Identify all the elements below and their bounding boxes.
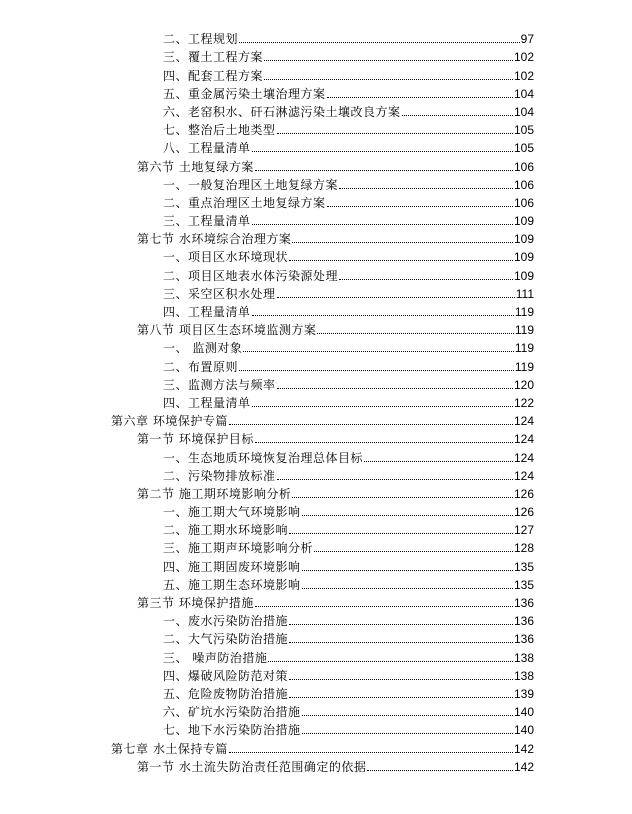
toc-entry-page-number: 126 bbox=[513, 505, 534, 520]
toc-entry-page-number: 139 bbox=[513, 686, 534, 701]
dot-leader bbox=[264, 78, 513, 80]
toc-entry-title: 四、施工期固废环境影响 bbox=[163, 559, 301, 574]
toc-entry-page-number: 119 bbox=[514, 359, 534, 374]
toc-entry-page-number: 109 bbox=[513, 250, 534, 265]
dot-leader bbox=[289, 623, 513, 625]
dot-leader bbox=[252, 314, 514, 316]
toc-entry-item[interactable] bbox=[0, 537, 632, 555]
toc-entry-section[interactable] bbox=[0, 428, 632, 446]
toc-entry-section[interactable] bbox=[0, 228, 632, 246]
toc-entry-item[interactable] bbox=[0, 555, 632, 573]
toc-entry-section[interactable] bbox=[0, 592, 632, 610]
toc-entry-item[interactable] bbox=[0, 610, 632, 628]
toc-entry-item[interactable] bbox=[0, 64, 632, 82]
dot-leader bbox=[289, 696, 513, 698]
toc-entry-page-number: 124 bbox=[513, 468, 534, 483]
toc-entry-page-number: 126 bbox=[513, 486, 534, 501]
toc-entry-item[interactable] bbox=[0, 46, 632, 64]
toc-entry-title: 五、重金属污染土壤治理方案 bbox=[163, 86, 326, 101]
toc-entry-page-number: 109 bbox=[513, 214, 534, 229]
dot-leader bbox=[239, 41, 520, 43]
dot-leader bbox=[268, 660, 513, 662]
dot-leader bbox=[243, 350, 514, 352]
toc-entry-item[interactable] bbox=[0, 574, 632, 592]
toc-entry-item[interactable] bbox=[0, 28, 632, 46]
toc-entry-title: 二、工程规划 bbox=[163, 32, 239, 47]
toc-entry-title: 第一节 环境保护目标 bbox=[137, 432, 254, 447]
toc-entry-page-number: 122 bbox=[513, 395, 534, 410]
toc-entry-page-number: 106 bbox=[513, 195, 534, 210]
toc-entry-section[interactable] bbox=[0, 756, 632, 774]
toc-entry-title: 二、施工期水环境影响 bbox=[163, 523, 289, 538]
toc-entry-page-number: 138 bbox=[513, 668, 534, 683]
dot-leader bbox=[289, 532, 513, 534]
dot-leader bbox=[339, 187, 513, 189]
toc-entry-title: 三、监测方法与频率 bbox=[163, 377, 276, 392]
toc-entry-title: 一、 监测对象 bbox=[163, 341, 243, 356]
toc-entry-item[interactable] bbox=[0, 374, 632, 392]
toc-entry-item[interactable] bbox=[0, 137, 632, 155]
toc-entry-title: 一、一般复治理区土地复绿方案 bbox=[163, 177, 339, 192]
toc-entry-title: 四、爆破风险防范对策 bbox=[163, 668, 289, 683]
toc-entry-item[interactable] bbox=[0, 101, 632, 119]
toc-entry-title: 第七节 水环境综合治理方案 bbox=[137, 232, 292, 247]
toc-entry-page-number: 102 bbox=[513, 50, 534, 65]
toc-entry-title: 三、工程量清单 bbox=[163, 214, 251, 229]
toc-entry-title: 三、覆土工程方案 bbox=[163, 50, 264, 65]
toc-entry-page-number: 140 bbox=[513, 705, 534, 720]
toc-entry-title: 八、工程量清单 bbox=[163, 141, 251, 156]
toc-entry-item[interactable] bbox=[0, 701, 632, 719]
toc-entry-title: 第六节 土地复绿方案 bbox=[137, 159, 254, 174]
toc-entry-item[interactable] bbox=[0, 355, 632, 373]
toc-entry-title: 五、危险废物防治措施 bbox=[163, 686, 289, 701]
toc-entry-page-number: 135 bbox=[513, 577, 534, 592]
toc-entry-item[interactable] bbox=[0, 83, 632, 101]
toc-entry-item[interactable] bbox=[0, 174, 632, 192]
toc-entry-title: 第一节 水土流失防治责任范围确定的依据 bbox=[137, 759, 367, 774]
dot-leader bbox=[289, 259, 513, 261]
dot-leader bbox=[289, 641, 513, 643]
dot-leader bbox=[255, 441, 513, 443]
dot-leader bbox=[302, 514, 513, 516]
toc-entry-title: 第六章 环境保护专篇 bbox=[111, 414, 228, 429]
toc-entry-page-number: 136 bbox=[513, 596, 534, 610]
dot-leader bbox=[292, 496, 513, 498]
toc-entry-item[interactable] bbox=[0, 646, 632, 664]
dot-leader bbox=[277, 132, 513, 134]
toc-entry-page-number: 142 bbox=[513, 759, 534, 774]
toc-entry-page-number: 120 bbox=[513, 377, 534, 392]
dot-leader bbox=[277, 478, 513, 480]
toc-entry-title: 二、重点治理区土地复绿方案 bbox=[163, 195, 326, 210]
dot-leader bbox=[367, 769, 513, 771]
dot-leader bbox=[302, 569, 513, 571]
toc-entry-page-number: 104 bbox=[513, 86, 534, 101]
toc-entry-page-number: 119 bbox=[514, 323, 534, 338]
toc-entry-title: 二、项目区地表水体污染源处理 bbox=[163, 268, 339, 283]
toc-entry-page-number: 97 bbox=[520, 32, 534, 47]
toc-entry-page-number: 124 bbox=[513, 432, 534, 447]
toc-entry-item[interactable] bbox=[0, 246, 632, 264]
toc-entry-page-number: 119 bbox=[514, 341, 534, 356]
toc-entry-page-number: 109 bbox=[513, 268, 534, 283]
toc-entry-title: 四、工程量清单 bbox=[163, 305, 251, 319]
toc-entry-chapter[interactable] bbox=[0, 737, 632, 755]
toc-entry-item[interactable] bbox=[0, 519, 632, 537]
toc-entry-item[interactable] bbox=[0, 501, 632, 519]
toc-entry-page-number: 106 bbox=[513, 159, 534, 174]
toc-entry-page-number: 128 bbox=[513, 541, 534, 556]
toc-entry-title: 六、老窑积水、矸石淋滤污染土壤改良方案 bbox=[163, 104, 401, 119]
dot-leader bbox=[302, 714, 513, 716]
dot-leader bbox=[277, 296, 515, 298]
toc-entry-title: 一、生态地质环境恢复治理总体目标 bbox=[163, 450, 364, 465]
dot-leader bbox=[314, 550, 513, 552]
toc-entry-title: 二、污染物排放标准 bbox=[163, 468, 276, 483]
toc-entry-item[interactable] bbox=[0, 192, 632, 210]
toc-entry-title: 四、工程量清单 bbox=[163, 395, 251, 410]
dot-leader bbox=[292, 241, 513, 243]
toc-entry-page-number: 136 bbox=[513, 632, 534, 647]
dot-leader bbox=[255, 169, 513, 171]
toc-entry-item[interactable] bbox=[0, 119, 632, 137]
toc-entry-page-number: 119 bbox=[514, 305, 534, 319]
dot-leader bbox=[339, 278, 513, 280]
toc-entry-page-number: 104 bbox=[513, 104, 534, 119]
dot-leader bbox=[229, 423, 513, 425]
toc-entry-page-number: 106 bbox=[513, 177, 534, 192]
dot-leader bbox=[289, 678, 513, 680]
toc-entry-page-number: 127 bbox=[513, 523, 534, 538]
dot-leader bbox=[317, 332, 514, 334]
toc-entry-title: 三、施工期声环境影响分析 bbox=[163, 541, 314, 556]
toc-entry-item[interactable] bbox=[0, 465, 632, 483]
toc-entry-title: 三、采空区积水处理 bbox=[163, 286, 276, 301]
dot-leader bbox=[252, 150, 513, 152]
toc-entry-page-number: 105 bbox=[513, 123, 534, 138]
toc-entry-page-number: 105 bbox=[513, 141, 534, 156]
dot-leader bbox=[252, 405, 513, 407]
toc-entry-title: 二、大气污染防治措施 bbox=[163, 632, 289, 647]
toc-entry-title: 一、项目区水环境现状 bbox=[163, 250, 289, 265]
dot-leader bbox=[302, 732, 513, 734]
toc-entry-title: 二、布置原则 bbox=[163, 359, 239, 374]
toc-entry-title: 三、 噪声防治措施 bbox=[163, 650, 268, 665]
toc-entry-page-number: 135 bbox=[513, 559, 534, 574]
toc-entry-page-number: 136 bbox=[513, 614, 534, 629]
toc-entry-title: 五、施工期生态环境影响 bbox=[163, 577, 301, 592]
toc-entry-section[interactable] bbox=[0, 155, 632, 173]
toc-entry-title: 六、矿坑水污染防治措施 bbox=[163, 705, 301, 720]
toc-entry-item[interactable] bbox=[0, 301, 632, 319]
dot-leader bbox=[277, 387, 513, 389]
toc-entry-title: 一、废水污染防治措施 bbox=[163, 614, 289, 629]
toc-entry-item[interactable] bbox=[0, 683, 632, 701]
toc-entry-item[interactable] bbox=[0, 264, 632, 282]
dot-leader bbox=[402, 114, 513, 116]
toc-entry-title: 第二节 施工期环境影响分析 bbox=[137, 486, 292, 501]
toc-entry-item[interactable] bbox=[0, 446, 632, 464]
toc-entry-title: 第三节 环境保护措施 bbox=[137, 596, 254, 610]
toc-entry-item[interactable] bbox=[0, 628, 632, 646]
toc-entry-title: 第七章 水土保持专篇 bbox=[111, 741, 228, 756]
toc-entry-item[interactable] bbox=[0, 719, 632, 737]
toc-entry-page-number: 124 bbox=[513, 414, 534, 429]
toc-entry-section[interactable] bbox=[0, 319, 632, 337]
toc-entry-title: 七、整治后土地类型 bbox=[163, 123, 276, 138]
toc-entry-page-number: 111 bbox=[515, 286, 534, 301]
toc-entry-item[interactable] bbox=[0, 392, 632, 410]
dot-leader bbox=[264, 59, 513, 61]
toc-entry-chapter[interactable] bbox=[0, 410, 632, 428]
toc-entry-page-number: 140 bbox=[513, 723, 534, 738]
dot-leader bbox=[327, 205, 513, 207]
toc-entry-item[interactable] bbox=[0, 337, 632, 355]
toc-entry-item[interactable] bbox=[0, 665, 632, 683]
dot-leader bbox=[239, 369, 514, 371]
dot-leader bbox=[364, 460, 513, 462]
toc-entry-title: 一、施工期大气环境影响 bbox=[163, 505, 301, 520]
toc-entry-item[interactable] bbox=[0, 283, 632, 301]
toc-entry-page-number: 124 bbox=[513, 450, 534, 465]
dot-leader bbox=[327, 96, 513, 98]
toc-entry-page-number: 102 bbox=[513, 68, 534, 83]
dot-leader bbox=[302, 587, 513, 589]
toc-entry-title: 七、地下水污染防治措施 bbox=[163, 723, 301, 738]
dot-leader bbox=[255, 605, 513, 607]
toc-entry-title: 第八节 项目区生态环境监测方案 bbox=[137, 323, 317, 338]
toc-page bbox=[0, 28, 632, 774]
toc-entry-page-number: 142 bbox=[513, 741, 534, 756]
toc-entry-item[interactable] bbox=[0, 210, 632, 228]
dot-leader bbox=[229, 751, 513, 753]
toc-entry-page-number: 109 bbox=[513, 232, 534, 247]
dot-leader bbox=[252, 223, 513, 225]
toc-entry-section[interactable] bbox=[0, 483, 632, 501]
toc-entry-title: 四、配套工程方案 bbox=[163, 68, 264, 83]
toc-entry-page-number: 138 bbox=[513, 650, 534, 665]
